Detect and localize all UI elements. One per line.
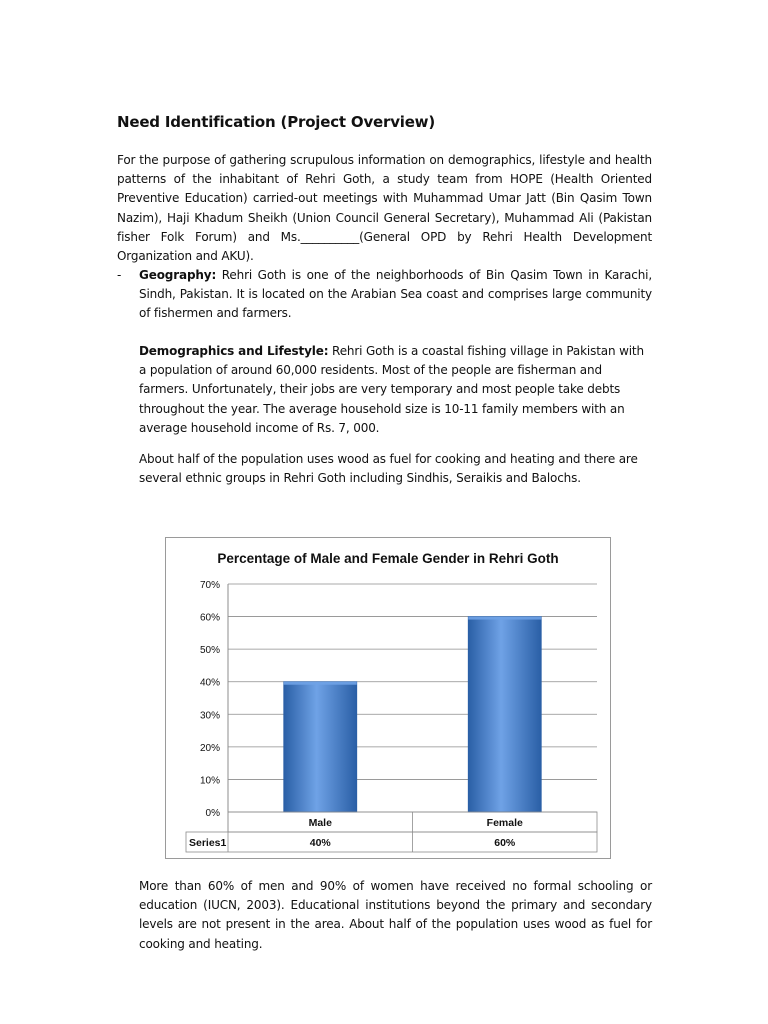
y-tick-label: 50% [199, 645, 220, 657]
bullet-dash: - [117, 268, 122, 282]
chart-title: Percentage of Male and Female Gender in Rehri Goth [217, 551, 559, 566]
data-label: 40% [309, 837, 331, 849]
geography-text-block [139, 266, 652, 324]
gender-chart [165, 537, 611, 859]
y-tick-label: 0% [205, 808, 220, 819]
y-tick-label: 60% [199, 612, 220, 624]
y-tick-label: 30% [199, 710, 220, 722]
data-label: 60% [494, 837, 516, 849]
chart-canvas [166, 538, 610, 858]
y-tick-label: 70% [199, 580, 220, 591]
table-data-row [186, 832, 597, 852]
geography-bullet [117, 266, 652, 324]
demographics-text: Rehri Goth is a coastal fishing village in Pakistan with a population of around 60,000 residents. Most of the people are fisherman and farmers. Unfortunately, their jobs are very temporary and most people take debts throughout the year. The average household size is 10-11 family members with an average household income of Rs. 7, 000. [139, 344, 644, 435]
category-label: Female [486, 817, 523, 829]
geography-text: Rehri Goth is one of the neighborhoods of Bin Qasim Town in Karachi, Sindh, Pakistan. It is located on the Arabian Sea coast and comprises large community of fishermen and farmers. [139, 268, 652, 321]
geography-label: Geography: [139, 268, 217, 282]
section-heading: Need Identification (Project Overview) [117, 113, 435, 131]
fuel-paragraph: About half of the population uses wood as fuel for cooking and heating and there are several ethnic groups in Rehri Goth including Sindhis, Seraikis and Balochs. [139, 452, 638, 486]
intro-paragraph: For the purpose of gathering scrupulous information on demographics, lifestyle and health patterns of the inhabitant of Rehri Goth, a study team from HOPE (Health Oriented Preventive Education) carried-out meetings with Muhammad Umar Jatt (Bin Qasim Town Nazim), Haji Khadum Sheikh (Union Council General Secretary), Muhammad Ali (Pakistan fisher Folk Forum) and Ms.__________(General OPD by Rehri Health Development Organization and AKU). [117, 153, 652, 264]
bar-female [468, 617, 541, 812]
demographics-paragraph [139, 342, 652, 438]
demographics-label: Demographics and Lifestyle: [139, 344, 329, 358]
series-name: Series1 [189, 837, 227, 849]
y-tick-label: 20% [199, 742, 220, 754]
y-tick-label: 10% [199, 775, 220, 787]
bar-male [284, 682, 357, 812]
bar-top-female [468, 617, 541, 620]
category-label: Male [308, 817, 332, 829]
bar-top-male [284, 682, 357, 685]
y-tick-label: 40% [199, 677, 220, 689]
final-paragraph: More than 60% of men and 90% of women have received no formal schooling or education (IUCN, 2003). Educational institutions beyond the primary and secondary levels are not present in the area. About half of the population uses wood as fuel for cooking and heating. [139, 879, 652, 951]
